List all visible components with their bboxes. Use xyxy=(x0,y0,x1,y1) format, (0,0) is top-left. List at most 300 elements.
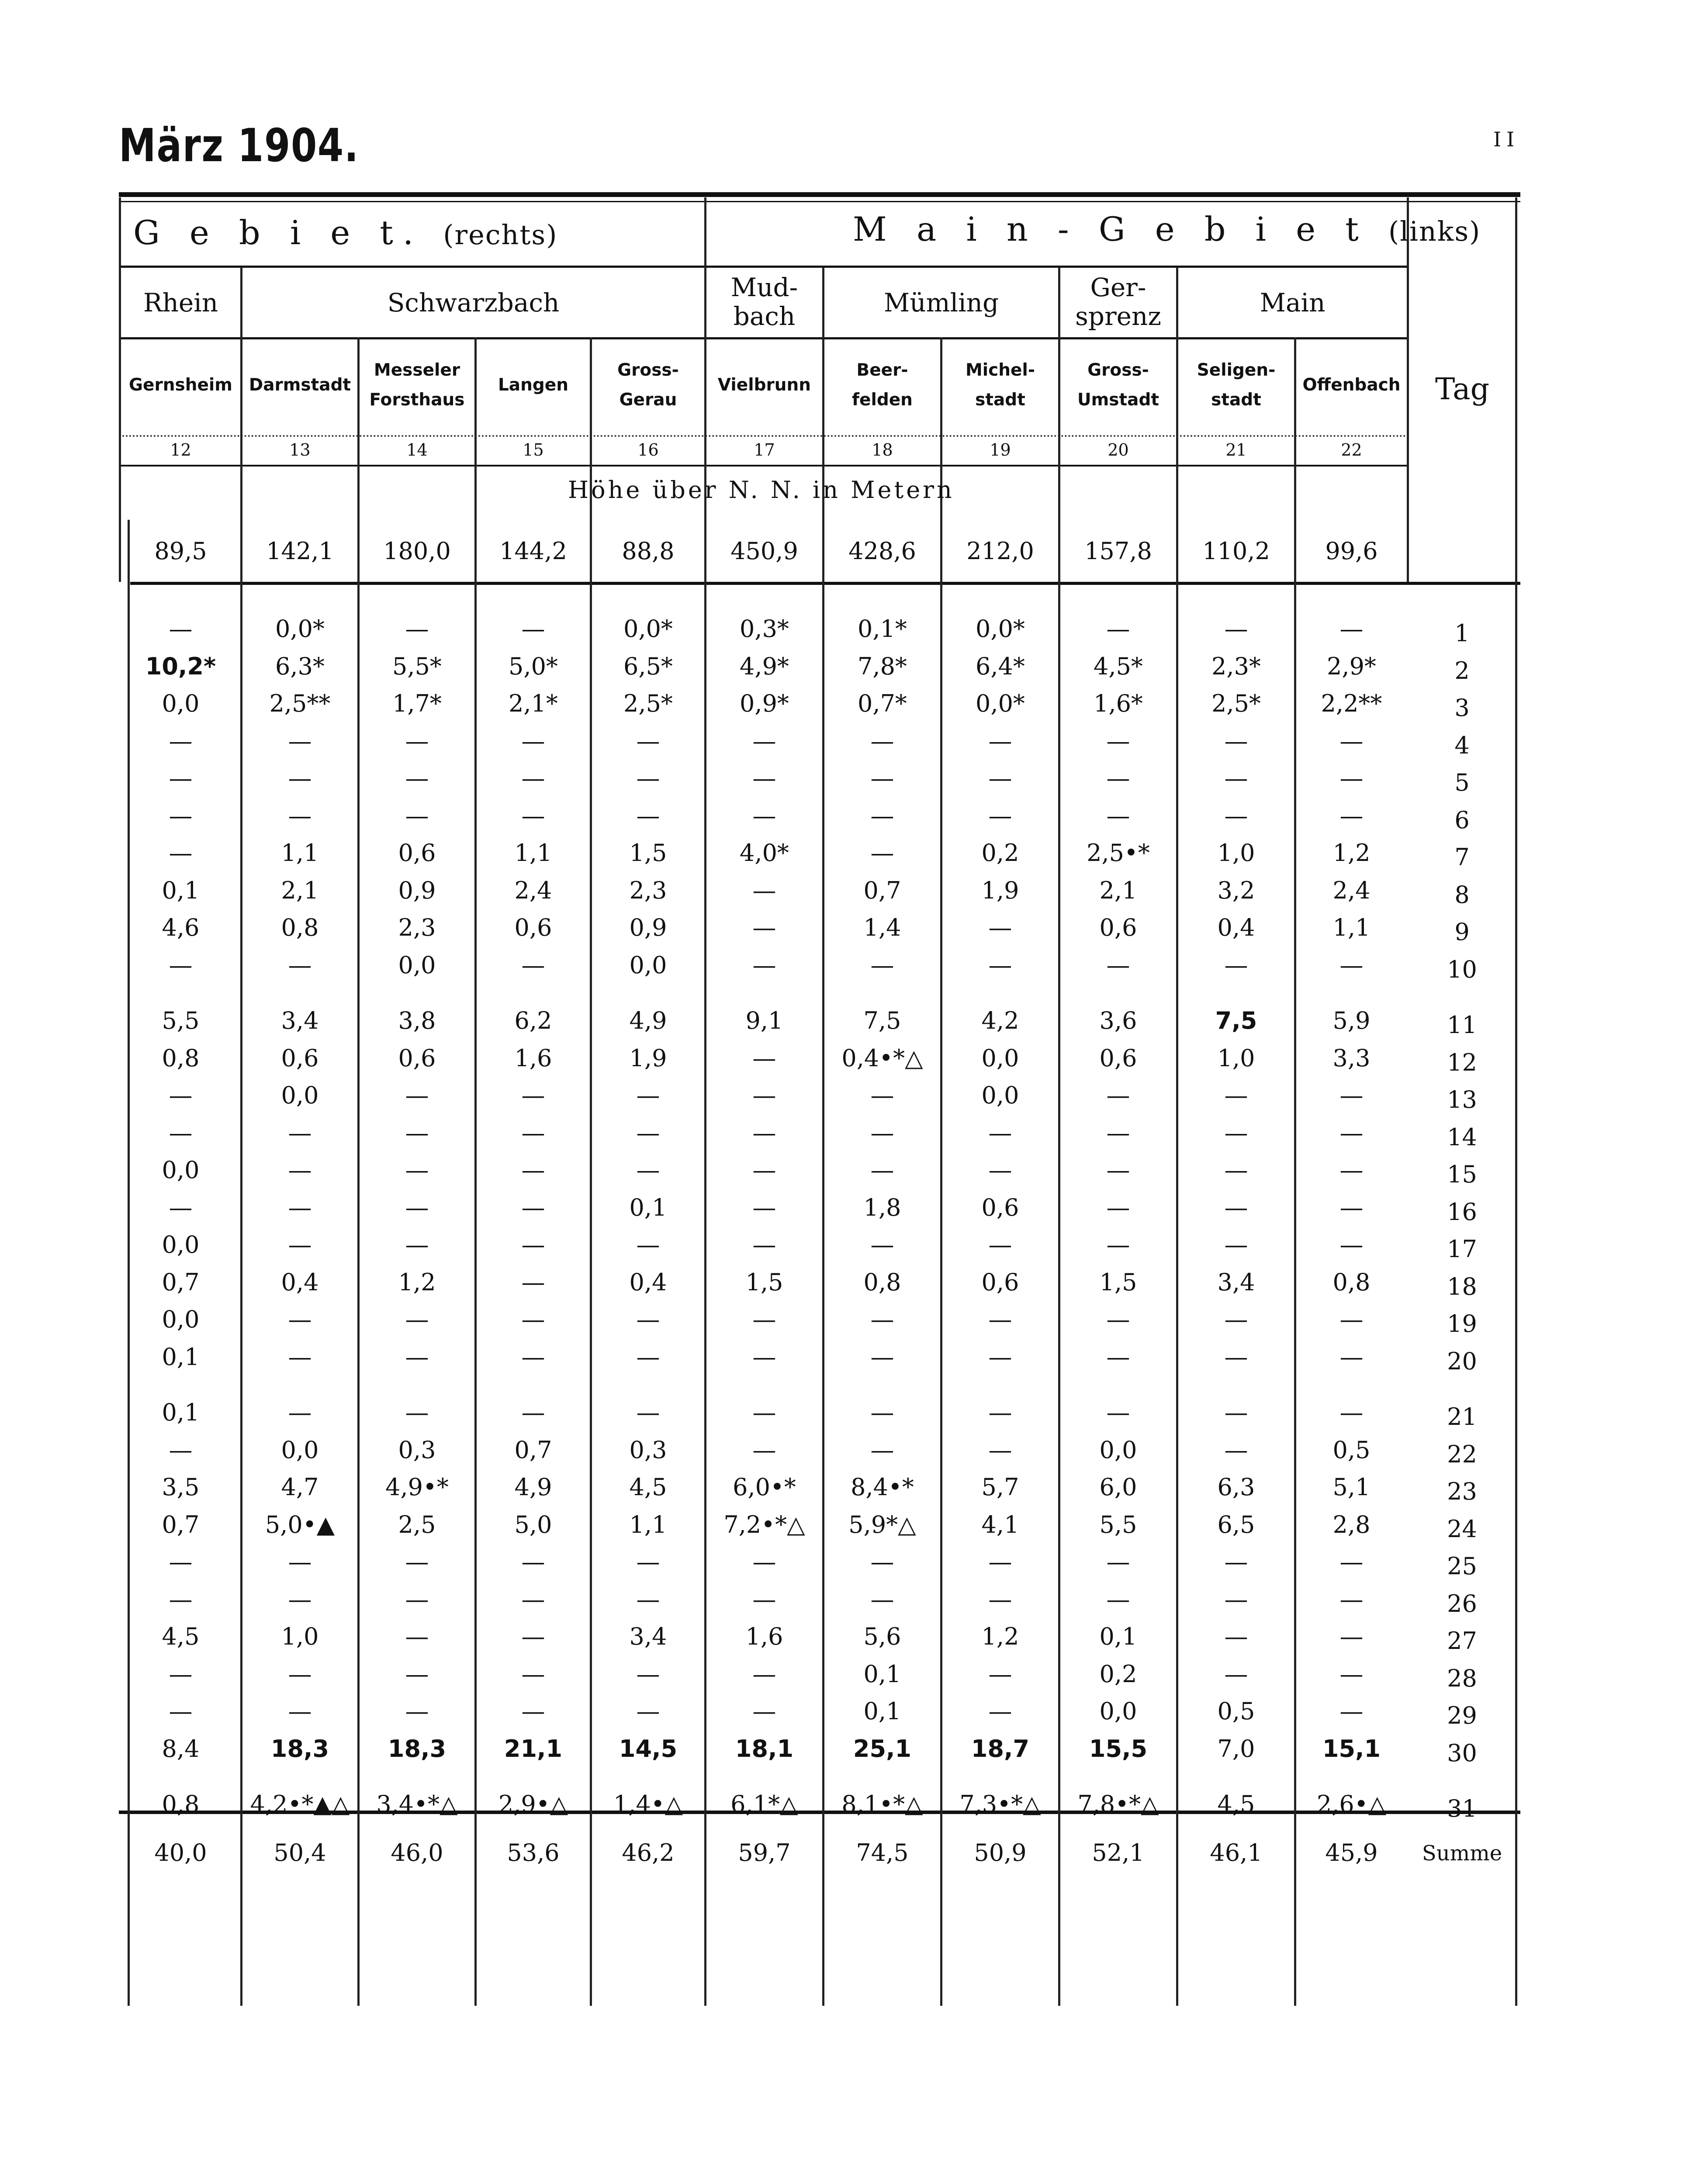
table-cell: — xyxy=(1106,802,1130,829)
table-cell: 1,5 xyxy=(745,1268,783,1296)
table-cell: — xyxy=(169,615,193,643)
total-cell: 46,1 xyxy=(1210,1839,1263,1866)
table-cell: — xyxy=(521,727,545,755)
table-cell: 0,0 xyxy=(1099,1436,1137,1464)
table-cell: — xyxy=(752,1585,776,1613)
river-muemling: Mümling xyxy=(883,288,999,318)
table-cell: — xyxy=(870,727,894,755)
station-height: 88,8 xyxy=(622,537,675,565)
table-cell: — xyxy=(288,1231,312,1258)
table-cell: — xyxy=(636,1585,660,1613)
table-cell: 7,8* xyxy=(858,652,907,680)
region-right xyxy=(853,210,1481,249)
station-number: 14 xyxy=(406,440,428,460)
table-cell: — xyxy=(405,1548,429,1576)
table-cell: — xyxy=(1106,1231,1130,1258)
table-cell: — xyxy=(870,951,894,979)
table-cell: 3,6 xyxy=(1099,1007,1137,1034)
day-number: 1 xyxy=(1454,619,1470,647)
station-name: Vielbrunn xyxy=(717,375,811,395)
table-cell: 0,0 xyxy=(398,951,436,979)
table-cell: 4,2•*▲△ xyxy=(250,1790,350,1818)
table-cell: — xyxy=(405,1119,429,1147)
table-cell: 0,0* xyxy=(275,615,325,643)
table-cell: 0,1 xyxy=(162,1399,200,1426)
station-height: 450,9 xyxy=(730,537,798,565)
table-cell: — xyxy=(1339,1082,1364,1109)
table-cell: 1,6 xyxy=(514,1044,552,1072)
station-name: Gross- Gerau xyxy=(617,360,679,410)
table-cell: 0,0* xyxy=(976,690,1025,717)
station-number: 20 xyxy=(1107,440,1129,460)
table-cell: — xyxy=(1106,1548,1130,1576)
table-cell: — xyxy=(752,876,776,904)
table-cell: — xyxy=(870,1436,894,1464)
table-cell: 3,2 xyxy=(1217,876,1255,904)
table-cell: — xyxy=(405,1306,429,1333)
station-number: 15 xyxy=(523,440,544,460)
table-cell: — xyxy=(169,839,193,867)
table-cell: 2,8 xyxy=(1332,1510,1371,1538)
station-number: 19 xyxy=(990,440,1011,460)
station-number: 13 xyxy=(289,440,311,460)
table-cell: 0,1 xyxy=(863,1660,901,1688)
day-number: 4 xyxy=(1454,731,1470,759)
table-cell: 1,1 xyxy=(281,839,319,867)
top-rule xyxy=(119,192,1520,197)
station-height: 144,2 xyxy=(499,537,567,565)
table-cell: — xyxy=(870,1231,894,1258)
table-cell: 4,9* xyxy=(740,652,789,680)
table-cell: — xyxy=(169,951,193,979)
table-cell: — xyxy=(1339,764,1364,792)
table-cell: 8,4•* xyxy=(851,1473,914,1501)
region-rule xyxy=(119,266,1407,268)
table-cell: 0,2 xyxy=(1099,1660,1137,1688)
table-cell: — xyxy=(1224,1623,1248,1650)
table-cell: — xyxy=(521,1623,545,1650)
table-cell: — xyxy=(636,1156,660,1184)
table-cell: 6,0•* xyxy=(733,1473,796,1501)
table-cell: — xyxy=(521,1156,545,1184)
table-cell: — xyxy=(288,1585,312,1613)
table-cell: — xyxy=(405,1585,429,1613)
station-name: Langen xyxy=(498,375,569,395)
table-cell: — xyxy=(521,1660,545,1688)
table-cell: — xyxy=(521,1306,545,1333)
table-cell: 6,3 xyxy=(1217,1473,1255,1501)
station-name: Offenbach xyxy=(1302,375,1401,395)
station-name: Michel- stadt xyxy=(965,360,1035,410)
table-cell: 3,4 xyxy=(1217,1268,1255,1296)
table-cell: 0,8 xyxy=(1332,1268,1371,1296)
table-cell: — xyxy=(988,1156,1012,1184)
day-number: 27 xyxy=(1447,1627,1477,1655)
day-number: 20 xyxy=(1447,1347,1477,1375)
table-cell: 1,6* xyxy=(1094,690,1143,717)
total-cell: 52,1 xyxy=(1092,1839,1145,1866)
table-cell: — xyxy=(752,764,776,792)
table-cell: — xyxy=(752,1660,776,1688)
table-cell: 1,4•△ xyxy=(613,1790,683,1818)
table-cell: 0,6 xyxy=(398,1044,436,1072)
table-cell: — xyxy=(1224,727,1248,755)
table-cell: — xyxy=(1339,1697,1364,1725)
table-cell: — xyxy=(288,1343,312,1371)
table-cell: 0,6 xyxy=(1099,914,1137,941)
table-cell: 1,1 xyxy=(514,839,552,867)
table-cell: — xyxy=(752,1343,776,1371)
region-right-label: M a i n - G e b i e t xyxy=(853,210,1368,249)
table-cell: 0,0 xyxy=(281,1436,319,1464)
table-cell: — xyxy=(636,764,660,792)
table-cell: — xyxy=(988,1585,1012,1613)
day-number: 13 xyxy=(1447,1086,1477,1113)
table-cell: 1,1 xyxy=(629,1510,667,1538)
table-cell: 4,7 xyxy=(281,1473,319,1501)
table-cell: — xyxy=(870,1548,894,1576)
table-cell: — xyxy=(288,727,312,755)
table-cell: 0,4 xyxy=(629,1268,667,1296)
table-cell: 1,5 xyxy=(629,839,667,867)
table-cell: — xyxy=(752,1119,776,1147)
table-cell: 4,1 xyxy=(981,1510,1019,1538)
station-name: Seligen- stadt xyxy=(1197,360,1276,410)
table-cell: 7,5 xyxy=(863,1007,901,1034)
day-number: 6 xyxy=(1454,806,1470,834)
height-caption: Höhe über N. N. in Metern xyxy=(568,476,955,504)
table-cell: — xyxy=(870,1156,894,1184)
table-cell: — xyxy=(521,1399,545,1426)
table-cell: 2,3 xyxy=(629,876,667,904)
table-cell: 1,0 xyxy=(281,1623,319,1650)
table-cell: — xyxy=(405,1399,429,1426)
table-cell: — xyxy=(521,1268,545,1296)
table-cell: 7,8•*△ xyxy=(1077,1790,1159,1818)
table-cell: 25,1 xyxy=(853,1735,912,1762)
day-number: 9 xyxy=(1454,918,1470,946)
station-height: 180,0 xyxy=(383,537,451,565)
table-cell: 3,4 xyxy=(629,1623,667,1650)
total-cell: 40,0 xyxy=(154,1839,207,1866)
table-cell: 0,0 xyxy=(1099,1697,1137,1725)
total-cell: 46,0 xyxy=(391,1839,443,1866)
table-cell: — xyxy=(405,727,429,755)
table-cell: 0,7 xyxy=(162,1510,200,1538)
table-cell: — xyxy=(1224,1082,1248,1109)
table-cell: 5,7 xyxy=(981,1473,1019,1501)
table-cell: — xyxy=(521,1231,545,1258)
table-cell: 0,6 xyxy=(398,839,436,867)
day-column-border xyxy=(1407,197,1409,582)
day-number: 18 xyxy=(1447,1272,1477,1300)
table-cell: 0,7 xyxy=(863,876,901,904)
table-cell: — xyxy=(870,1585,894,1613)
table-cell: — xyxy=(1339,615,1364,643)
day-number: 19 xyxy=(1447,1310,1477,1337)
table-cell: 14,5 xyxy=(619,1735,678,1762)
page-number: II xyxy=(1493,128,1520,151)
table-cell: 18,1 xyxy=(735,1735,794,1762)
page-title: März 1904. xyxy=(119,119,359,172)
day-number: 21 xyxy=(1447,1403,1477,1431)
table-cell: 4,5 xyxy=(162,1623,200,1650)
total-cell: 53,6 xyxy=(507,1839,560,1866)
day-number: 30 xyxy=(1447,1739,1477,1767)
table-cell: 2,6•△ xyxy=(1316,1790,1387,1818)
table-cell: 5,5* xyxy=(392,652,442,680)
day-number: 5 xyxy=(1454,769,1470,796)
river-rule xyxy=(119,337,1407,339)
day-number: 10 xyxy=(1447,955,1477,983)
table-cell: 0,0 xyxy=(162,1156,200,1184)
day-number: 15 xyxy=(1447,1161,1477,1188)
table-cell: 5,0•▲ xyxy=(265,1510,335,1538)
table-cell: — xyxy=(752,1306,776,1333)
station-number: 17 xyxy=(754,440,775,460)
table-cell: 21,1 xyxy=(504,1735,563,1762)
table-cell: 15,5 xyxy=(1089,1735,1148,1762)
table-cell: — xyxy=(988,1306,1012,1333)
table-cell: — xyxy=(870,764,894,792)
table-cell: 10,2* xyxy=(145,652,216,680)
table-cell: — xyxy=(752,727,776,755)
table-cell: — xyxy=(405,1343,429,1371)
table-cell: — xyxy=(405,1082,429,1109)
table-cell: — xyxy=(405,764,429,792)
table-cell: — xyxy=(1339,1306,1364,1333)
river-schwarzbach: Schwarzbach xyxy=(387,288,560,318)
table-cell: 0,1 xyxy=(1099,1623,1137,1650)
table-cell: — xyxy=(521,951,545,979)
table-cell: 3,8 xyxy=(398,1007,436,1034)
table-cell: — xyxy=(752,1436,776,1464)
table-cell: — xyxy=(988,1343,1012,1371)
table-cell: 4,9 xyxy=(629,1007,667,1034)
table-cell: — xyxy=(169,764,193,792)
day-column-label: Tag xyxy=(1435,372,1490,407)
table-cell: — xyxy=(1339,1623,1364,1650)
table-cell: 6,4* xyxy=(976,652,1025,680)
station-name: Gernsheim xyxy=(129,375,232,395)
table-cell: — xyxy=(1339,1231,1364,1258)
table-cell: 0,4 xyxy=(281,1268,319,1296)
table-cell: 1,9 xyxy=(981,876,1019,904)
table-cell: 5,9 xyxy=(1332,1007,1371,1034)
table-cell: — xyxy=(752,1231,776,1258)
table-cell: 0,0 xyxy=(281,1082,319,1109)
height-rule xyxy=(130,582,1520,585)
table-cell: 1,8 xyxy=(863,1193,901,1221)
table-cell: 2,5* xyxy=(623,690,673,717)
table-cell: — xyxy=(1224,1436,1248,1464)
table-cell: — xyxy=(521,802,545,829)
station-height: 89,5 xyxy=(154,537,207,565)
day-number: 31 xyxy=(1447,1795,1477,1822)
table-cell: — xyxy=(1339,1343,1364,1371)
table-cell: 4,6 xyxy=(162,914,200,941)
table-cell: 5,0 xyxy=(514,1510,552,1538)
table-cell: 2,9* xyxy=(1327,652,1376,680)
table-cell: 6,2 xyxy=(514,1007,552,1034)
table-cell: — xyxy=(169,727,193,755)
table-cell: 8,1•*△ xyxy=(841,1790,923,1818)
table-cell: 6,0 xyxy=(1099,1473,1137,1501)
table-cell: — xyxy=(1224,615,1248,643)
table-cell: 0,8 xyxy=(281,914,319,941)
table-cell: 6,1*△ xyxy=(730,1790,798,1818)
total-cell: 50,4 xyxy=(273,1839,326,1866)
table-cell: — xyxy=(1339,1548,1364,1576)
table-cell: — xyxy=(169,1119,193,1147)
day-number: 29 xyxy=(1447,1702,1477,1729)
table-cell: — xyxy=(405,1623,429,1650)
table-cell: — xyxy=(169,1660,193,1688)
table-cell: — xyxy=(636,1697,660,1725)
table-cell: — xyxy=(1224,1306,1248,1333)
table-cell: 4,0* xyxy=(740,839,789,867)
river-main: Main xyxy=(1260,288,1326,318)
region-left-sub: (rechts) xyxy=(443,219,558,251)
table-cell: — xyxy=(636,1082,660,1109)
table-cell: 9,1 xyxy=(745,1007,783,1034)
river-gersprenz: Ger- sprenz xyxy=(1075,273,1161,331)
table-cell: — xyxy=(988,727,1012,755)
table-cell: — xyxy=(521,1585,545,1613)
table-cell: 0,9 xyxy=(398,876,436,904)
table-cell: — xyxy=(1224,1585,1248,1613)
table-cell: 2,5 xyxy=(398,1510,436,1538)
table-cell: 0,3 xyxy=(398,1436,436,1464)
table-cell: — xyxy=(988,1119,1012,1147)
table-cell: — xyxy=(752,951,776,979)
station-number: 21 xyxy=(1225,440,1247,460)
table-cell: 0,0 xyxy=(162,1306,200,1333)
table-cell: 1,0 xyxy=(1217,839,1255,867)
table-cell: 0,3 xyxy=(629,1436,667,1464)
table-cell: 3,5 xyxy=(162,1473,200,1501)
station-height: 99,6 xyxy=(1325,537,1378,565)
table-cell: 0,6 xyxy=(281,1044,319,1072)
top-rule-thin xyxy=(119,201,1520,202)
table-cell: 0,6 xyxy=(514,914,552,941)
table-cell: — xyxy=(1224,802,1248,829)
table-cell: — xyxy=(988,1231,1012,1258)
table-cell: 2,9•△ xyxy=(498,1790,568,1818)
table-cell: 0,9 xyxy=(629,914,667,941)
station-height: 110,2 xyxy=(1202,537,1270,565)
table-cell: 15,1 xyxy=(1322,1735,1381,1762)
table-cell: — xyxy=(1224,1548,1248,1576)
table-cell: 4,9 xyxy=(514,1473,552,1501)
table-cell: — xyxy=(405,615,429,643)
total-cell: 45,9 xyxy=(1325,1839,1378,1866)
table-cell: — xyxy=(752,1044,776,1072)
station-number: 22 xyxy=(1341,440,1362,460)
table-cell: — xyxy=(870,1399,894,1426)
table-cell: — xyxy=(1106,1082,1130,1109)
table-cell: — xyxy=(1106,727,1130,755)
table-cell: 0,8 xyxy=(162,1790,200,1818)
day-number: 12 xyxy=(1447,1048,1477,1076)
table-cell: 6,5* xyxy=(623,652,673,680)
table-cell: — xyxy=(1339,1156,1364,1184)
station-number: 16 xyxy=(637,440,659,460)
table-cell: — xyxy=(1339,1399,1364,1426)
table-cell: 4,5 xyxy=(1217,1790,1255,1818)
table-cell: 1,6 xyxy=(745,1623,783,1650)
table-cell: 4,9•* xyxy=(385,1473,449,1501)
table-cell: 0,9* xyxy=(740,690,789,717)
table-cell: 8,4 xyxy=(162,1735,200,1762)
table-cell: — xyxy=(1106,1156,1130,1184)
table-cell: 5,0* xyxy=(509,652,558,680)
table-cell: — xyxy=(1106,1585,1130,1613)
table-cell: — xyxy=(405,1697,429,1725)
table-cell: — xyxy=(752,1399,776,1426)
total-cell: 74,5 xyxy=(856,1839,909,1866)
sum-label: Summe xyxy=(1422,1841,1502,1866)
table-cell: — xyxy=(636,802,660,829)
table-cell: — xyxy=(1224,951,1248,979)
table-cell: — xyxy=(1224,1156,1248,1184)
table-cell: 7,2•*△ xyxy=(723,1510,805,1538)
table-cell: 0,0 xyxy=(981,1044,1019,1072)
region-left xyxy=(133,213,557,252)
table-cell: — xyxy=(1224,1193,1248,1221)
region-left-label: G e b i e t. xyxy=(133,213,423,252)
table-cell: 3,4 xyxy=(281,1007,319,1034)
table-cell: 0,7 xyxy=(514,1436,552,1464)
day-number: 17 xyxy=(1447,1235,1477,1263)
day-number: 16 xyxy=(1447,1198,1477,1226)
table-cell: — xyxy=(288,1193,312,1221)
table-cell: 0,0 xyxy=(162,1231,200,1258)
table-cell: 4,5* xyxy=(1094,652,1143,680)
table-cell: — xyxy=(1106,1193,1130,1221)
table-cell: — xyxy=(870,1082,894,1109)
table-cell: 18,7 xyxy=(971,1735,1030,1762)
river-mudbach: Mud- bach xyxy=(730,273,798,331)
table-cell: — xyxy=(288,1156,312,1184)
table-cell: 5,1 xyxy=(1332,1473,1371,1501)
table-cell: — xyxy=(988,1660,1012,1688)
table-cell: — xyxy=(169,1436,193,1464)
table-cell: — xyxy=(1339,1585,1364,1613)
station-name: Gross- Umstadt xyxy=(1077,360,1159,410)
table-cell: 4,5 xyxy=(629,1473,667,1501)
table-cell: 7,3•*△ xyxy=(959,1790,1041,1818)
table-cell: 0,0 xyxy=(629,951,667,979)
table-cell: 1,2 xyxy=(1332,839,1371,867)
table-cell: — xyxy=(752,1193,776,1221)
table-cell: — xyxy=(288,802,312,829)
table-cell: — xyxy=(636,1343,660,1371)
table-cell: — xyxy=(1224,1343,1248,1371)
table-cell: — xyxy=(169,1585,193,1613)
table-cell: 0,8 xyxy=(863,1268,901,1296)
day-number: 26 xyxy=(1447,1590,1477,1617)
table-cell: — xyxy=(988,1548,1012,1576)
table-cell: — xyxy=(1106,1399,1130,1426)
day-number: 22 xyxy=(1447,1440,1477,1468)
table-cell: — xyxy=(1224,1231,1248,1258)
table-cell: 2,4 xyxy=(1332,876,1371,904)
right-border xyxy=(1515,197,1517,2006)
river-rhein: Rhein xyxy=(143,288,218,318)
table-cell: 6,3* xyxy=(275,652,325,680)
day-number: 28 xyxy=(1447,1664,1477,1692)
